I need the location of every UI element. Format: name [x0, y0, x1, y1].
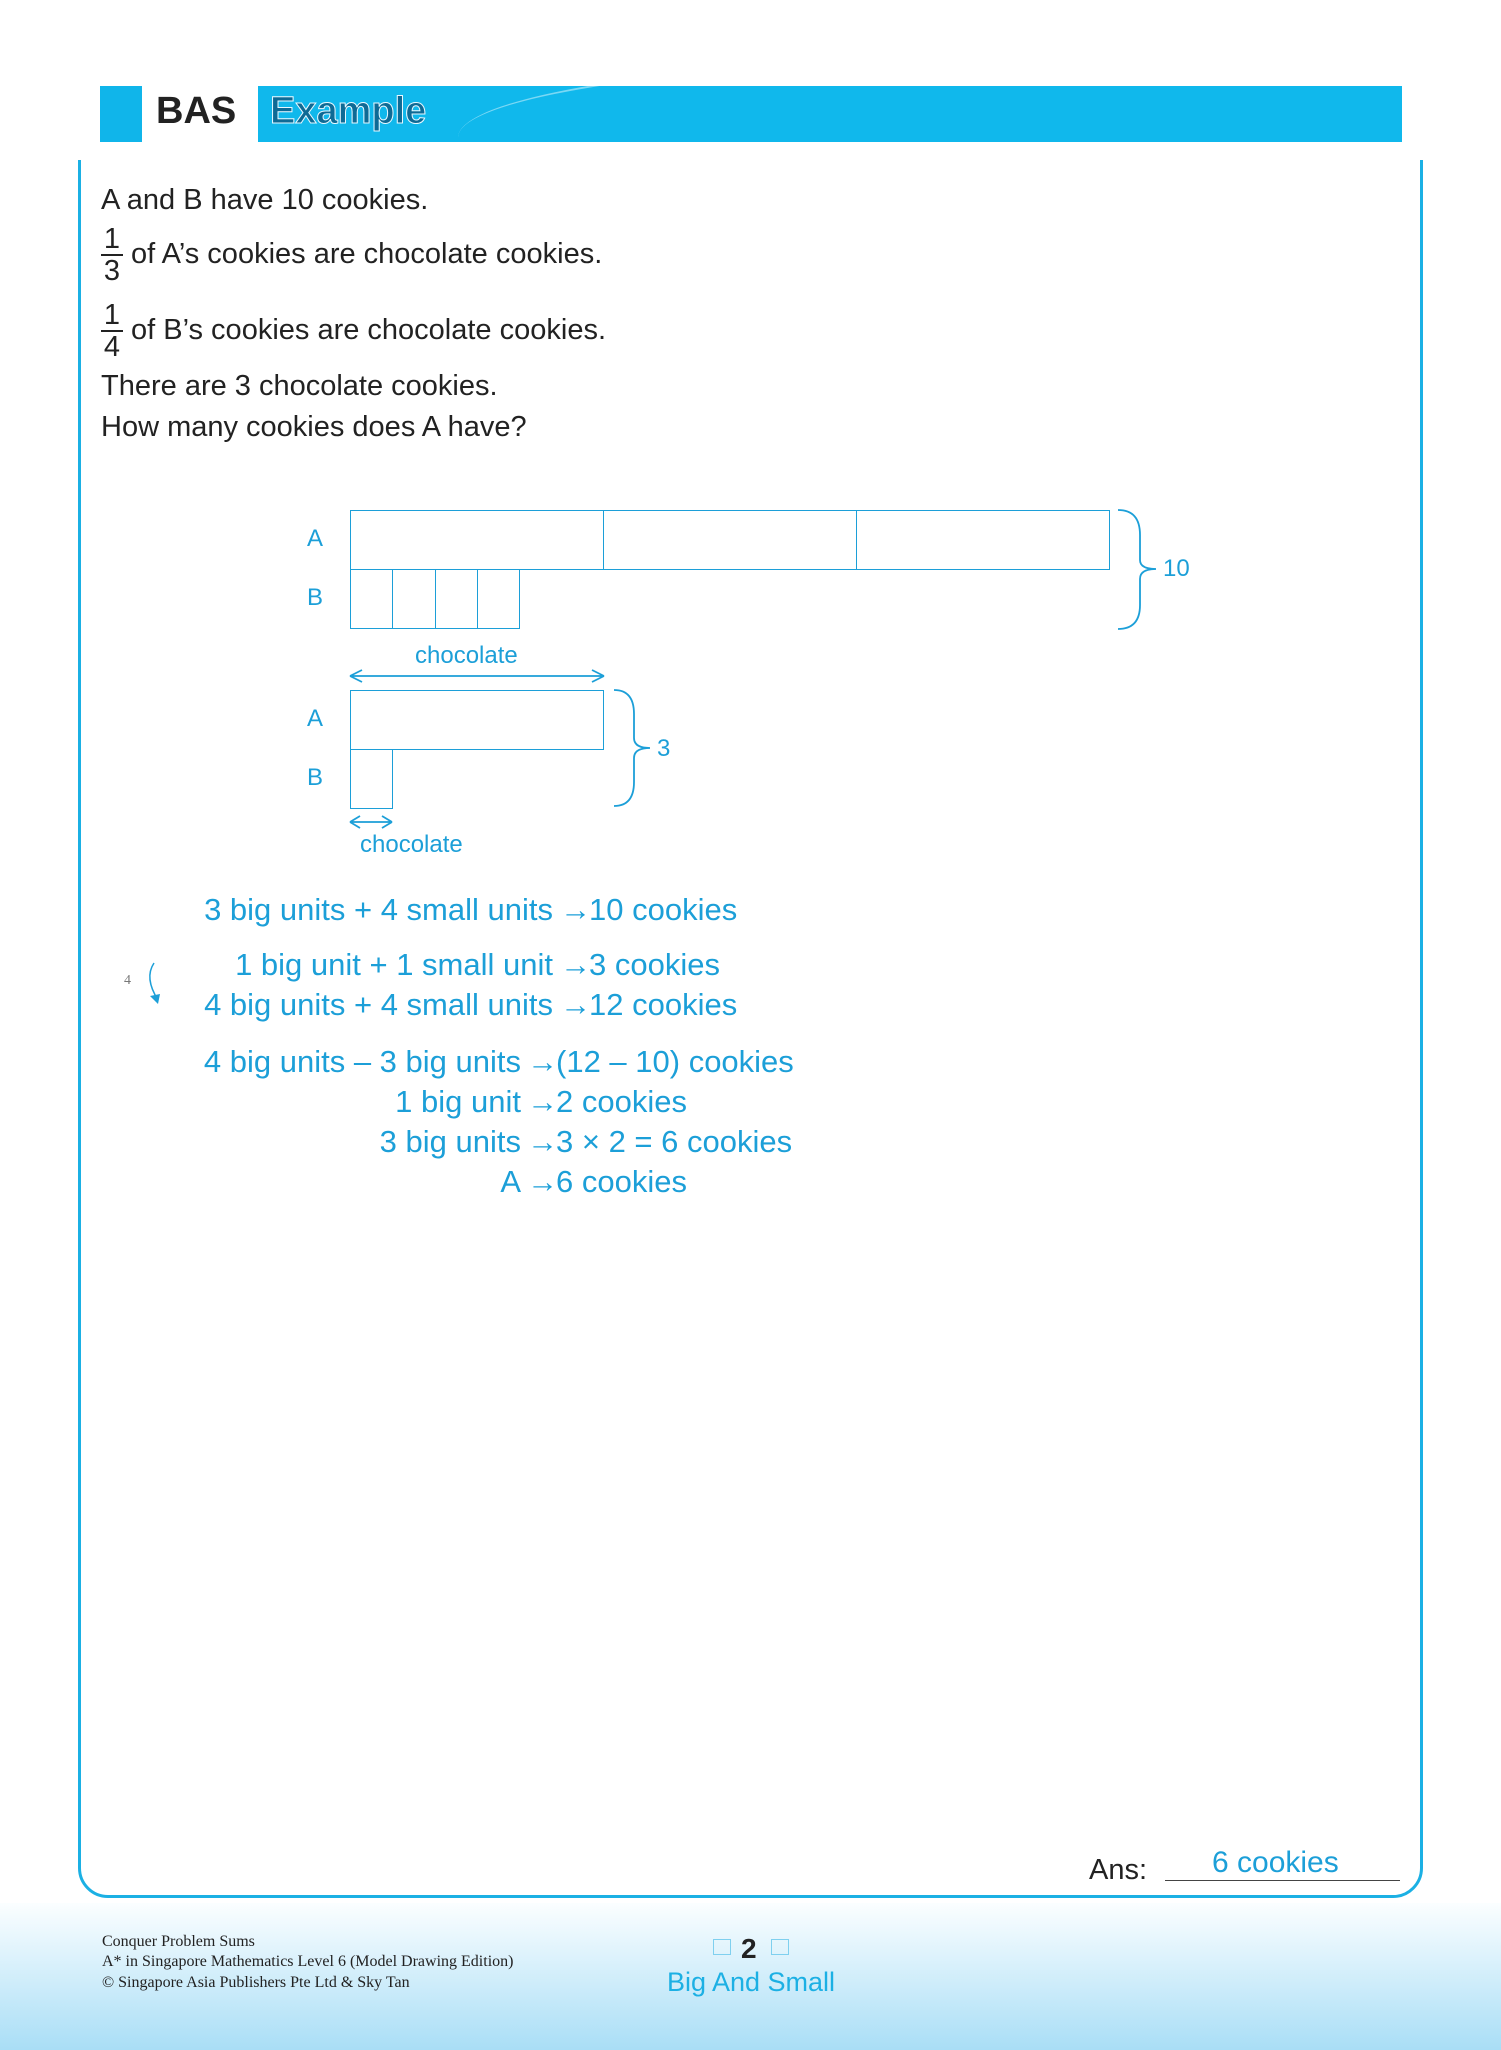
big-unit [350, 510, 604, 570]
total-label: 10 [1163, 555, 1190, 582]
big-unit [856, 510, 1110, 570]
question-line-2: of A’s cookies are chocolate cookies. [131, 238, 603, 270]
chocolate-total-label: 3 [657, 735, 671, 762]
numerator: 1 [101, 224, 123, 256]
question-line-5: How many cookies does A have? [101, 411, 527, 443]
fraction-one-quarter [101, 300, 123, 362]
arrow-icon: → [527, 1164, 558, 1199]
question-line-4: There are 3 chocolate cookies. [101, 370, 498, 402]
page-title: Example [270, 90, 427, 132]
step-right: 12 cookies [589, 987, 738, 1022]
step-left: 1 big unit + 1 small unit [235, 947, 553, 982]
fraction-one-third [101, 224, 123, 286]
arrow-icon: → [527, 1044, 558, 1079]
bar-label-a: A [307, 525, 324, 552]
step-right: (12 – 10) cookies [556, 1044, 794, 1079]
double-arrow-icon [346, 668, 608, 684]
step-right: 10 cookies [589, 892, 738, 927]
answer-label: Ans: [1089, 1854, 1148, 1886]
step-right: 3 cookies [589, 947, 720, 982]
arrow-icon: → [527, 1084, 558, 1119]
denominator: 3 [103, 255, 121, 287]
answer-value: 6 cookies [1212, 1846, 1339, 1879]
header-marker [100, 86, 142, 142]
step-left: 1 big unit [395, 1084, 521, 1119]
page-number: 2 [741, 1933, 757, 1964]
arrow-icon: → [560, 892, 591, 927]
book-icon [771, 1939, 789, 1955]
step-left: 3 big units [379, 1124, 521, 1159]
section-code: BAS [156, 90, 237, 132]
chocolate-label-a: chocolate [415, 642, 518, 669]
curved-arrow-icon [142, 960, 166, 1010]
double-arrow-icon [346, 814, 396, 830]
numerator: 1 [101, 300, 123, 332]
arrow-icon: → [527, 1124, 558, 1159]
bar-label-a: A [307, 705, 324, 732]
chocolate-small-part [350, 749, 393, 809]
step-left: 4 big units + 4 small units [204, 987, 553, 1022]
footer-book-title: A* in Singapore Mathematics Level 6 (Model Drawing Edition) [102, 1953, 514, 1970]
denominator: 4 [103, 331, 121, 363]
step-right: 6 cookies [556, 1164, 687, 1199]
footer-copyright: © Singapore Asia Publishers Pte Ltd & Sky Tan [102, 1974, 410, 1991]
footer-series: Conquer Problem Sums [102, 1933, 255, 1950]
small-unit [350, 569, 393, 629]
step-left: 3 big units + 4 small units [204, 892, 553, 927]
step-left: 4 big units – 3 big units [203, 1044, 521, 1079]
bar-label-b: B [307, 764, 324, 791]
arrow-icon: → [560, 987, 591, 1022]
header-bar [258, 86, 1402, 142]
brace-icon [1110, 505, 1170, 635]
question-line-1: A and B have 10 cookies. [101, 184, 429, 216]
question-line-3: of B’s cookies are chocolate cookies. [131, 314, 607, 346]
small-unit [435, 569, 478, 629]
answer-line [1165, 1880, 1400, 1881]
small-unit [477, 569, 520, 629]
big-unit [603, 510, 857, 570]
small-unit [392, 569, 436, 629]
book-icon [713, 1939, 731, 1955]
step-right: 2 cookies [556, 1084, 687, 1119]
chocolate-label-b: chocolate [360, 831, 463, 858]
arrow-icon: → [560, 947, 591, 982]
step-right: 3 × 2 = 6 cookies [556, 1124, 793, 1159]
chapter-title: Big And Small [666, 1967, 836, 1997]
multiply-note: 4 [124, 973, 131, 988]
step-left: A [500, 1164, 521, 1199]
bar-label-b: B [307, 584, 324, 611]
chocolate-big-part [350, 690, 604, 750]
